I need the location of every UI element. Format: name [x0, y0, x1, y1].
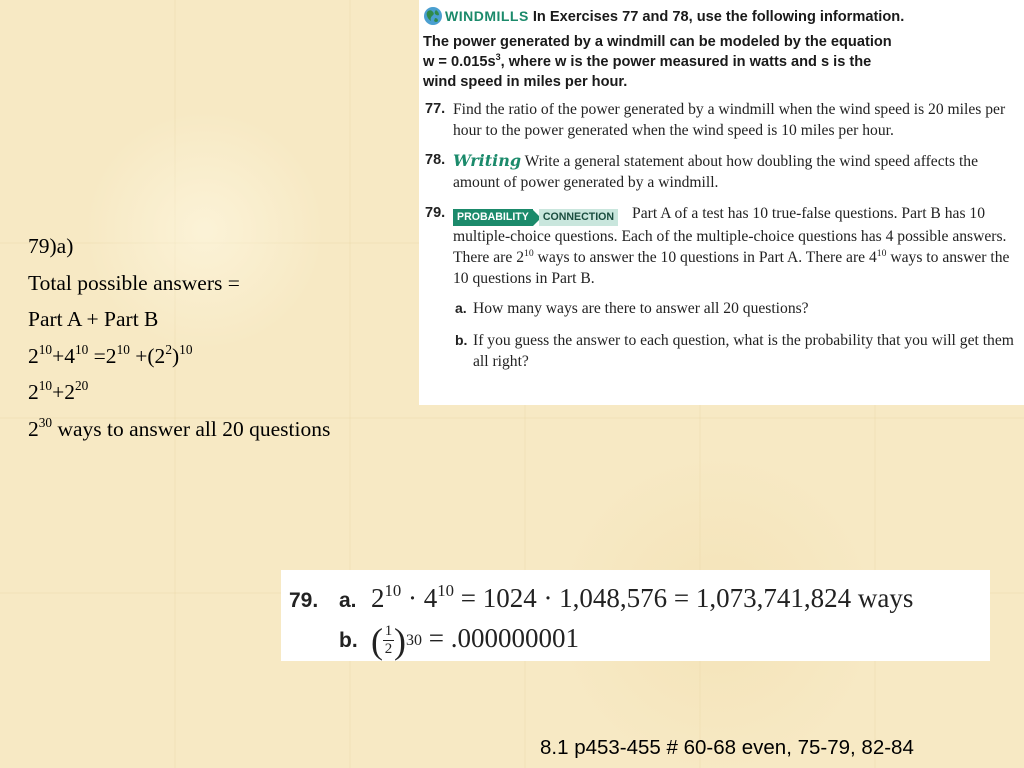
- windmills-intro-2: The power generated by a windmill can be modeled by the equation: [423, 34, 892, 50]
- answer-b-exp: 30: [406, 631, 422, 649]
- exercise-79a: [453, 298, 1014, 319]
- work-line-4-term-3: =2: [88, 343, 117, 368]
- textbook-excerpt: [419, 0, 1024, 405]
- fraction-numerator: 1: [384, 623, 393, 640]
- answer-number: 79.: [289, 589, 319, 612]
- exercise-79-exp-2: 10: [876, 247, 887, 259]
- answer-a-result: = 1024 · 1,048,576 = 1,073,741,824 ways: [453, 583, 914, 613]
- assignment-footer: 8.1 p453-455 # 60-68 even, 75-79, 82-84: [540, 736, 914, 759]
- work-line-6-base: 2: [28, 416, 39, 441]
- exercise-79: [423, 203, 1014, 289]
- exercise-77-number: 77.: [425, 101, 446, 117]
- exercise-77: [423, 99, 1014, 141]
- answer-b-result: = .000000001: [422, 623, 579, 653]
- fraction-denominator: 2: [384, 641, 393, 658]
- exercise-79-text-3: ways to answer the 10 questions in Part B.: [453, 249, 1010, 287]
- windmills-intro-3a: w = 0.015s: [423, 54, 496, 70]
- work-line-4-term-4: +(2: [129, 343, 166, 368]
- work-line-4-base: 2: [28, 343, 39, 368]
- work-line-6-exp: 30: [38, 414, 53, 430]
- windmills-intro-3b: , where w is the power measured in watts and s is the: [500, 54, 872, 70]
- work-line-1: 79)a): [28, 234, 74, 258]
- exercise-78-number: 78.: [425, 152, 446, 168]
- globe-icon: [423, 6, 443, 32]
- answer-b-fraction: ( 1 2 ) 30: [371, 620, 422, 661]
- exercise-79b: [453, 330, 1014, 372]
- windmills-title: WINDMILLS: [445, 8, 529, 24]
- exercise-79a-letter: a.: [455, 300, 467, 316]
- work-line-6: [28, 411, 330, 448]
- answer-a-mid: · 4: [401, 583, 438, 613]
- exercise-79-exp-1: 10: [524, 247, 534, 259]
- probability-tag: PROBABILITY: [453, 209, 533, 226]
- connection-tag: CONNECTION: [539, 209, 618, 226]
- work-line-4-exp-4: 2: [165, 341, 172, 357]
- work-line-3: Part A + Part B: [28, 307, 159, 331]
- exercise-79a-text: How many ways are there to answer all 20 questions?: [473, 300, 809, 317]
- windmills-intro-1: In Exercises 77 and 78, use the following information.: [532, 9, 905, 25]
- work-line-4-exp-5: 10: [179, 341, 193, 357]
- work-line-4-exp-2: 10: [74, 341, 89, 357]
- answer-row-a: [289, 578, 990, 618]
- answer-row-b: [289, 618, 990, 661]
- work-line-2: Total possible answers =: [28, 270, 240, 295]
- work-line-5-exp-1: 10: [38, 378, 53, 394]
- windmills-exponent: 3: [495, 52, 501, 63]
- work-line-4-term-2: +4: [52, 343, 75, 368]
- exercise-79-number: 79.: [425, 205, 446, 221]
- worked-solution: [28, 228, 330, 447]
- work-line-5-exp-2: 20: [74, 378, 89, 394]
- work-line-4: [28, 338, 330, 375]
- work-line-5-base: 2: [28, 380, 39, 404]
- work-line-4-exp-3: 10: [116, 341, 130, 357]
- work-line-5: [28, 374, 330, 411]
- answer-a-exp-1: 10: [384, 581, 402, 601]
- exercise-78-text: Write a general statement about how doubling the wind speed affects the amount of power generated by a windmill.: [453, 153, 978, 191]
- work-line-4-paren: ): [171, 343, 180, 368]
- work-line-6-text: ways to answer all 20 questions: [52, 416, 331, 441]
- exercise-77-text: Find the ratio of the power generated by a windmill when the wind speed is 20 miles per hour to the power generated when the wind speed is 10 miles per hour.: [453, 101, 1006, 139]
- exercise-79-text-2: ways to answer the 10 questions in Part A. There are 4: [533, 249, 877, 266]
- windmills-intro-4: wind speed in miles per hour.: [423, 74, 628, 90]
- work-line-4-exp-1: 10: [38, 341, 53, 357]
- exercise-79b-text: If you guess the answer to each question, what is the probability that you will get them all right?: [473, 332, 1014, 370]
- writing-label: Writing: [453, 151, 522, 170]
- answer-a-exp-2: 10: [437, 581, 454, 601]
- answer-b-letter: b.: [339, 629, 358, 652]
- exercise-79-text-1: Part A of a test has 10 true-false questions. Part B has 10 multiple-choice questions. Each of the multiple-choice questions has 4 possible answers. There are 2: [453, 205, 1007, 266]
- answer-a-letter: a.: [339, 589, 357, 612]
- probability-connection-tag: [453, 209, 618, 226]
- exercise-79b-letter: b.: [455, 332, 468, 348]
- windmills-intro: [423, 6, 1014, 92]
- work-line-5-term-2: +2: [52, 380, 75, 404]
- exercise-78: [423, 150, 1014, 193]
- answer-key: [281, 570, 990, 661]
- answer-a-base: 2: [371, 583, 385, 613]
